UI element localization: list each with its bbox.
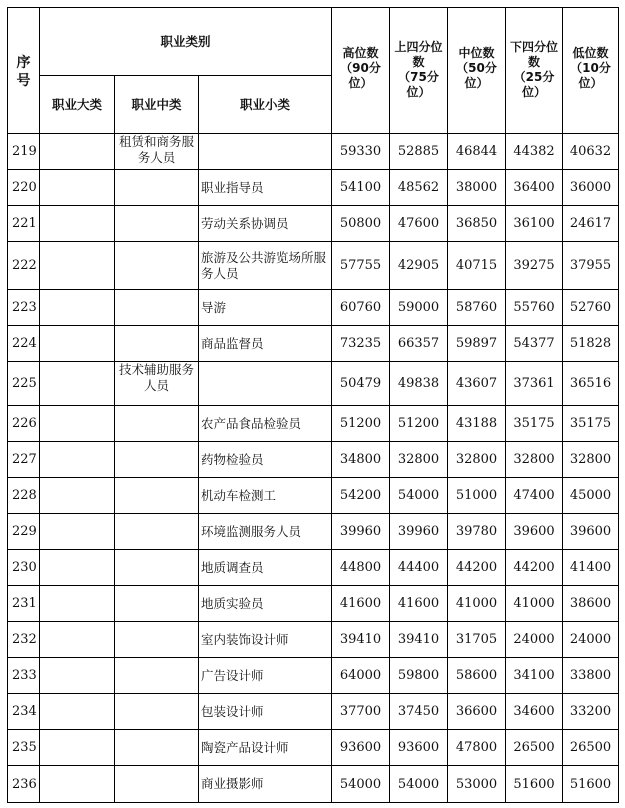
cell-p75: 52885 bbox=[390, 134, 448, 170]
cell-p50: 36850 bbox=[448, 206, 506, 242]
cell-p75: 93600 bbox=[390, 730, 448, 766]
table-row bbox=[8, 514, 619, 550]
cell-major bbox=[40, 730, 115, 766]
cell-p25: 24000 bbox=[506, 622, 563, 658]
cell-p90: 37700 bbox=[332, 694, 390, 730]
cell-major bbox=[40, 514, 115, 550]
cell-p10: 26500 bbox=[563, 730, 619, 766]
cell-seq: 225 bbox=[8, 362, 40, 406]
cell-p90: 73235 bbox=[332, 326, 390, 362]
cell-p90: 93600 bbox=[332, 730, 390, 766]
table-row bbox=[8, 694, 619, 730]
cell-minor: 环境监测服务人员 bbox=[199, 514, 332, 550]
cell-middle bbox=[115, 442, 199, 478]
cell-middle bbox=[115, 326, 199, 362]
cell-minor: 职业指导员 bbox=[199, 170, 332, 206]
cell-p75: 39960 bbox=[390, 514, 448, 550]
cell-p50: 44200 bbox=[448, 550, 506, 586]
cell-p50: 31705 bbox=[448, 622, 506, 658]
cell-minor: 商业摄影师 bbox=[199, 766, 332, 803]
cell-p25: 47400 bbox=[506, 478, 563, 514]
cell-middle bbox=[115, 622, 199, 658]
table-row bbox=[8, 362, 619, 406]
cell-minor: 劳动关系协调员 bbox=[199, 206, 332, 242]
cell-major bbox=[40, 362, 115, 406]
cell-minor: 地质调查员 bbox=[199, 550, 332, 586]
cell-p90: 64000 bbox=[332, 658, 390, 694]
cell-minor: 陶瓷产品设计师 bbox=[199, 730, 332, 766]
table-row bbox=[8, 134, 619, 170]
cell-p50: 43188 bbox=[448, 406, 506, 442]
header-p25: 下四分位 数 （25分 位） bbox=[506, 8, 563, 134]
cell-p25: 39275 bbox=[506, 242, 563, 290]
cell-p25: 32800 bbox=[506, 442, 563, 478]
cell-major bbox=[40, 586, 115, 622]
cell-p90: 54100 bbox=[332, 170, 390, 206]
cell-p90: 50479 bbox=[332, 362, 390, 406]
cell-p10: 38600 bbox=[563, 586, 619, 622]
cell-p90: 57755 bbox=[332, 242, 390, 290]
cell-minor bbox=[199, 362, 332, 406]
cell-p10: 45000 bbox=[563, 478, 619, 514]
cell-p25: 36400 bbox=[506, 170, 563, 206]
cell-p50: 38000 bbox=[448, 170, 506, 206]
cell-p10: 39600 bbox=[563, 514, 619, 550]
cell-seq: 227 bbox=[8, 442, 40, 478]
cell-seq: 230 bbox=[8, 550, 40, 586]
header-seq: 序 号 bbox=[8, 8, 40, 134]
cell-p25: 34100 bbox=[506, 658, 563, 694]
cell-middle: 租赁和商务服务人员 bbox=[115, 134, 199, 170]
cell-p50: 40715 bbox=[448, 242, 506, 290]
cell-seq: 223 bbox=[8, 290, 40, 326]
cell-p10: 36000 bbox=[563, 170, 619, 206]
cell-p75: 59000 bbox=[390, 290, 448, 326]
cell-middle bbox=[115, 550, 199, 586]
cell-minor: 药物检验员 bbox=[199, 442, 332, 478]
cell-seq: 222 bbox=[8, 242, 40, 290]
table-row bbox=[8, 206, 619, 242]
cell-middle bbox=[115, 766, 199, 803]
cell-major bbox=[40, 658, 115, 694]
cell-middle bbox=[115, 478, 199, 514]
cell-p25: 55760 bbox=[506, 290, 563, 326]
table-row bbox=[8, 242, 619, 290]
table-row bbox=[8, 406, 619, 442]
cell-p10: 32800 bbox=[563, 442, 619, 478]
cell-p50: 43607 bbox=[448, 362, 506, 406]
cell-p75: 42905 bbox=[390, 242, 448, 290]
cell-middle bbox=[115, 658, 199, 694]
header-middle: 职业中类 bbox=[115, 76, 199, 134]
cell-p50: 32800 bbox=[448, 442, 506, 478]
cell-major bbox=[40, 622, 115, 658]
cell-p75: 48562 bbox=[390, 170, 448, 206]
cell-major bbox=[40, 290, 115, 326]
cell-minor: 广告设计师 bbox=[199, 658, 332, 694]
cell-minor: 旅游及公共游览场所服务人员 bbox=[199, 242, 332, 290]
table-row bbox=[8, 658, 619, 694]
cell-seq: 236 bbox=[8, 766, 40, 803]
cell-p50: 51000 bbox=[448, 478, 506, 514]
cell-p50: 46844 bbox=[448, 134, 506, 170]
cell-p25: 26500 bbox=[506, 730, 563, 766]
cell-major bbox=[40, 766, 115, 803]
cell-major bbox=[40, 326, 115, 362]
cell-seq: 224 bbox=[8, 326, 40, 362]
cell-p25: 34600 bbox=[506, 694, 563, 730]
cell-seq: 229 bbox=[8, 514, 40, 550]
cell-p25: 44382 bbox=[506, 134, 563, 170]
table-row bbox=[8, 550, 619, 586]
cell-p10: 24617 bbox=[563, 206, 619, 242]
table-row bbox=[8, 290, 619, 326]
table-row bbox=[8, 766, 619, 803]
cell-middle bbox=[115, 242, 199, 290]
cell-seq: 221 bbox=[8, 206, 40, 242]
cell-p75: 47600 bbox=[390, 206, 448, 242]
cell-major bbox=[40, 550, 115, 586]
cell-middle bbox=[115, 694, 199, 730]
cell-minor: 地质实验员 bbox=[199, 586, 332, 622]
cell-middle bbox=[115, 586, 199, 622]
cell-p10: 52760 bbox=[563, 290, 619, 326]
cell-p25: 35175 bbox=[506, 406, 563, 442]
cell-minor: 室内装饰设计师 bbox=[199, 622, 332, 658]
cell-p75: 54000 bbox=[390, 478, 448, 514]
cell-minor: 导游 bbox=[199, 290, 332, 326]
cell-minor: 商品监督员 bbox=[199, 326, 332, 362]
cell-p75: 49838 bbox=[390, 362, 448, 406]
cell-seq: 233 bbox=[8, 658, 40, 694]
cell-p25: 54377 bbox=[506, 326, 563, 362]
cell-p90: 54000 bbox=[332, 766, 390, 803]
cell-p25: 39600 bbox=[506, 514, 563, 550]
cell-p90: 59330 bbox=[332, 134, 390, 170]
table-row bbox=[8, 326, 619, 362]
table-row bbox=[8, 442, 619, 478]
header-minor: 职业小类 bbox=[199, 76, 332, 134]
cell-middle bbox=[115, 406, 199, 442]
cell-p75: 66357 bbox=[390, 326, 448, 362]
table-row bbox=[8, 730, 619, 766]
cell-middle: 技术辅助服务人员 bbox=[115, 362, 199, 406]
cell-p50: 47800 bbox=[448, 730, 506, 766]
cell-p25: 36100 bbox=[506, 206, 563, 242]
cell-p75: 59800 bbox=[390, 658, 448, 694]
cell-minor: 农产品食品检验员 bbox=[199, 406, 332, 442]
cell-seq: 228 bbox=[8, 478, 40, 514]
cell-major bbox=[40, 694, 115, 730]
cell-p25: 37361 bbox=[506, 362, 563, 406]
header-major: 职业大类 bbox=[40, 76, 115, 134]
cell-p10: 36516 bbox=[563, 362, 619, 406]
cell-p50: 59897 bbox=[448, 326, 506, 362]
cell-p90: 34800 bbox=[332, 442, 390, 478]
cell-p10: 41400 bbox=[563, 550, 619, 586]
cell-p90: 50800 bbox=[332, 206, 390, 242]
cell-p10: 51600 bbox=[563, 766, 619, 803]
cell-minor bbox=[199, 134, 332, 170]
cell-seq: 220 bbox=[8, 170, 40, 206]
cell-middle bbox=[115, 514, 199, 550]
table-body bbox=[8, 134, 619, 803]
cell-seq: 232 bbox=[8, 622, 40, 658]
cell-p90: 60760 bbox=[332, 290, 390, 326]
cell-middle bbox=[115, 730, 199, 766]
cell-p75: 32800 bbox=[390, 442, 448, 478]
cell-p25: 51600 bbox=[506, 766, 563, 803]
cell-minor: 机动车检测工 bbox=[199, 478, 332, 514]
cell-p50: 41000 bbox=[448, 586, 506, 622]
cell-p50: 58600 bbox=[448, 658, 506, 694]
table-row bbox=[8, 478, 619, 514]
cell-seq: 234 bbox=[8, 694, 40, 730]
cell-major bbox=[40, 206, 115, 242]
cell-p90: 39960 bbox=[332, 514, 390, 550]
cell-major bbox=[40, 478, 115, 514]
cell-middle bbox=[115, 290, 199, 326]
table-row bbox=[8, 170, 619, 206]
cell-p50: 39780 bbox=[448, 514, 506, 550]
cell-seq: 226 bbox=[8, 406, 40, 442]
header-p50: 中位数 （50分 位） bbox=[448, 8, 506, 134]
cell-p50: 58760 bbox=[448, 290, 506, 326]
cell-p50: 53000 bbox=[448, 766, 506, 803]
cell-p90: 44800 bbox=[332, 550, 390, 586]
cell-p25: 41000 bbox=[506, 586, 563, 622]
cell-major bbox=[40, 442, 115, 478]
header-p10: 低位数 （10分 位） bbox=[563, 8, 619, 134]
header-p90: 高位数 （90分 位） bbox=[332, 8, 390, 134]
cell-p90: 51200 bbox=[332, 406, 390, 442]
cell-p25: 44200 bbox=[506, 550, 563, 586]
cell-major bbox=[40, 134, 115, 170]
cell-major bbox=[40, 242, 115, 290]
cell-minor: 包装设计师 bbox=[199, 694, 332, 730]
cell-p10: 24000 bbox=[563, 622, 619, 658]
cell-p75: 44400 bbox=[390, 550, 448, 586]
cell-p90: 39410 bbox=[332, 622, 390, 658]
table-row bbox=[8, 622, 619, 658]
cell-seq: 231 bbox=[8, 586, 40, 622]
salary-table bbox=[7, 7, 619, 803]
cell-p90: 41600 bbox=[332, 586, 390, 622]
cell-middle bbox=[115, 170, 199, 206]
cell-p10: 40632 bbox=[563, 134, 619, 170]
cell-middle bbox=[115, 206, 199, 242]
table-row bbox=[8, 586, 619, 622]
cell-p90: 54200 bbox=[332, 478, 390, 514]
cell-major bbox=[40, 170, 115, 206]
cell-p75: 54000 bbox=[390, 766, 448, 803]
cell-p10: 51828 bbox=[563, 326, 619, 362]
cell-seq: 219 bbox=[8, 134, 40, 170]
header-p75: 上四分位 数 （75分 位） bbox=[390, 8, 448, 134]
cell-seq: 235 bbox=[8, 730, 40, 766]
cell-p10: 33800 bbox=[563, 658, 619, 694]
header-category: 职业类别 bbox=[40, 8, 332, 76]
cell-p10: 37955 bbox=[563, 242, 619, 290]
cell-p75: 37450 bbox=[390, 694, 448, 730]
cell-p10: 35175 bbox=[563, 406, 619, 442]
cell-major bbox=[40, 406, 115, 442]
cell-p75: 41600 bbox=[390, 586, 448, 622]
cell-p75: 39410 bbox=[390, 622, 448, 658]
cell-p75: 51200 bbox=[390, 406, 448, 442]
cell-p10: 33200 bbox=[563, 694, 619, 730]
cell-p50: 36600 bbox=[448, 694, 506, 730]
